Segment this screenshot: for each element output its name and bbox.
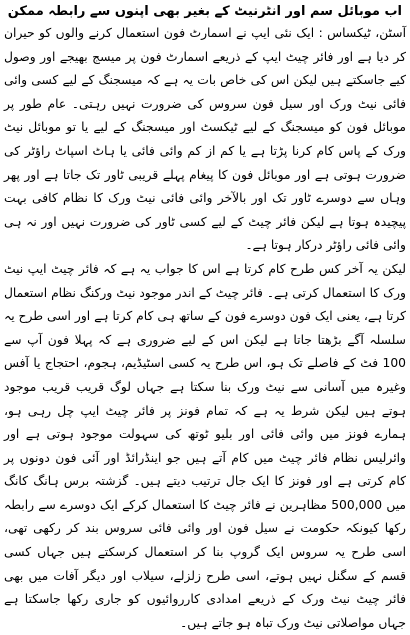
- article-paragraph-1: آسٹن، ٹیکساس : ایک نئی ایپ نے اسمارٹ فون استعمال کرنے والوں کو حیران کر دیا ہے اور فائر چیٹ ایپ کے ذریعے اسمارٹ فون پر میسج بھیجے اور وصول کیے جاسکتے ہیں لیکن اس کی خاص بات یہ ہے کہ میسجنگ کے لیے کسی وائی فائی نیٹ ورک اور سیل فون سروس کی ضرورت نہیں رہتی۔ عام طور پر موبائل فون کو میسجنگ کے لیے ٹیکسٹ اور میسجنگ کے لیے یا تو موبائل نیٹ ورک کے پاس کام کرنا پڑتا ہے یا کم از کم وائی فائی یا ہاٹ اسپاٹ راؤٹر کی ضرورت ہوتی ہے اور موبائل فون کا پیغام پہلے قریبی ٹاور تک جاتا ہے اور پھر وہاں سے دوسرے ٹاور تک اور بالآخر وائی فائی نیٹ ورک کا نظام کافی بہت پیچیدہ ہوتا ہے لیکن فائر چیٹ کے لیے کسی ٹاور کی ضرورت نہیں اور نہ ہی وائی فائی راؤٹر درکار ہوتا ہے۔: [4, 26, 406, 253]
- news-article: [4, 2, 406, 630]
- article-paragraph-2: لیکن یہ آخر کس طرح کام کرتا ہے اس کا جواب یہ ہے کہ فائر چیٹ ایپ نیٹ ورک کا استعمال کرتی ہے۔ فائر چیٹ کے اندر موجود نیٹ ورکنگ نظام استعمال کرتا ہے، یعنی ایک فون دوسرے فون کے ساتھ ہی کام کرتا ہے اور اسی طرح یہ سلسلہ آگے بڑھتا جاتا ہے لیکن اس کے لیے ضروری ہے کہ پہلا فون آپ سے 100 فٹ کے فاصلے تک ہو، اس طرح یہ کسی اسٹیڈیم، ہجوم، احتجاج یا آفس وغیرہ میں آسانی سے نیٹ ورک بنا سکتا ہے جہاں لوگ قریب قریب موجود ہوتے ہیں لیکن شرط یہ ہے کہ تمام فونز پر فائر چیٹ ایپ چل رہی ہو، ہمارے فونز میں وائی فائی اور بلیو ٹوتھ کی سہولت موجود ہوتی ہے اور وائرلیس نظام فائر چیٹ میں کام آتے ہیں جو اینڈرائڈ اور آئی فون دونوں پر کام کرتی ہے اور فونز کا ایک جال ترتیب دیتے ہیں۔ گزشتہ برس ہانگ کانگ میں 500,000 مظاہرین نے فائر چیٹ کا استعمال کرکے ایک دوسرے سے رابطہ رکھا کیونکہ حکومت نے سیل فون اور وائی فائی سروس بند کر رکھی تھی، اسی طرح یہ سروس ایک گروپ بنا کر استعمال کرسکتے ہیں جہاں کسی قسم کے سگنل نہیں ہوتے، اسی طرح زلزلے، سیلاب اور دیگر آفات میں بھی فائر چیٹ نیٹ ورک کے ذریعے امدادی کارروائیوں کو جاری رکھا جاسکتا ہے جہاں مواصلاتی نیٹ ورک تباہ ہو جاتے ہیں۔: [4, 261, 406, 630]
- article-title: اب موبائل سم اور انٹرنیٹ کے بغیر بھی اپنوں سے رابطہ ممکن: [7, 4, 402, 19]
